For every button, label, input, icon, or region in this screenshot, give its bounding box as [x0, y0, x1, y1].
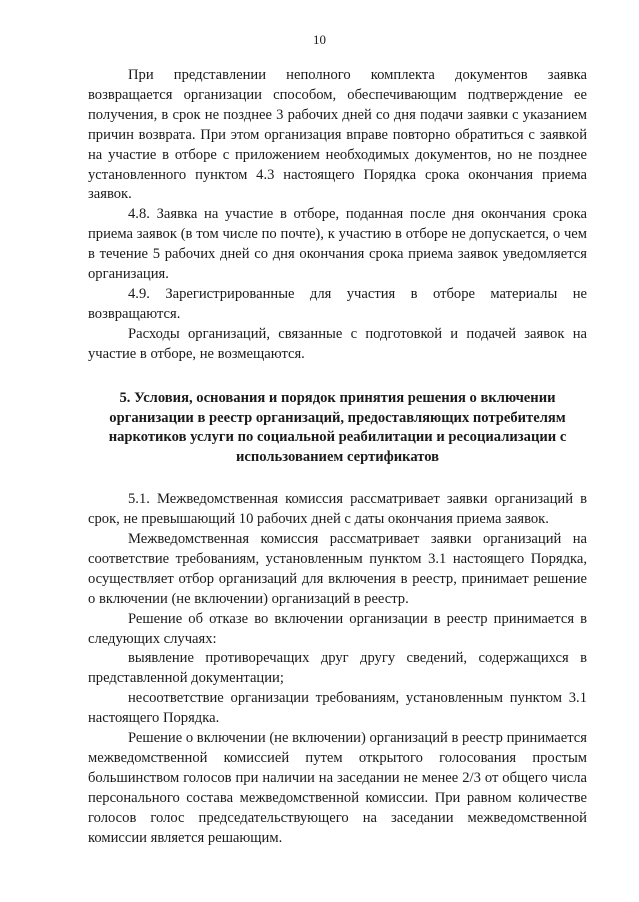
section-5-title: 5. Условия, основания и порядок принятия решения о включении организации в реестр организаций, предоставляющих потребителям наркотиков услуги по социальной реабилитации и ресоциализации с использованием сертификатов	[108, 389, 567, 466]
paragraph-noncompliance: несоответствие организации требованиям, установленным пунктом 3.1 настоящего Порядка.	[88, 690, 587, 727]
paragraph-contradictory-info: выявление противоречащих друг другу сведений, содержащихся в представленной документации;	[88, 650, 587, 687]
paragraph-4-8: 4.8. Заявка на участие в отборе, поданная после дня окончания срока приема заявок (в том числе по почте), к участию в отборе не допускается, о чем в течение 5 рабочих дней со дня окончания срока приема заявок уведомляется организация.	[88, 206, 587, 283]
document-body	[88, 66, 587, 849]
paragraph-expenses: Расходы организаций, связанные с подготовкой и подачей заявок на участие в отборе, не возмещаются.	[88, 325, 587, 362]
page-number: 10	[313, 32, 326, 47]
paragraph-incomplete-documents: При представлении неполного комплекта документов заявка возвращается организации способом, обеспечивающим подтверждение ее получения, в срок не позднее 3 рабочих дней со дня подачи заявки с указанием причин возврата. При этом организация вправе повторно обратиться с заявкой на участие в отборе с приложением необходимых документов, но не позднее установленного пунктом 4.3 настоящего Порядка срока окончания приема заявок.	[88, 67, 587, 203]
paragraph-5-1: 5.1. Межведомственная комиссия рассматривает заявки организаций в срок, не превышающий 10 рабочих дней с даты окончания приема заявок.	[88, 491, 587, 528]
paragraph-4-9: 4.9. Зарегистрированные для участия в отборе материалы не возвращаются.	[88, 285, 587, 322]
paragraph-refusal-cases: Решение об отказе во включении организации в реестр принимается в следующих случаях:	[88, 610, 587, 647]
paragraph-voting: Решение о включении (не включении) организаций в реестр принимается межведомственной комиссией путем открытого голосования простым большинством голосов при наличии на заседании не менее 2/3 от общего числа персонального состава межведомственной комиссии. При равном количестве голосов голос председательствующего на заседании межведомственной комиссии является решающим.	[88, 730, 587, 846]
paragraph-commission-review: Межведомственная комиссия рассматривает заявки организаций на соответствие требованиям, установленным пунктом 3.1 настоящего Порядка, осуществляет отбор организаций для включения в реестр, принимает решение о включении (не включении) организаций в реестр.	[88, 531, 587, 607]
